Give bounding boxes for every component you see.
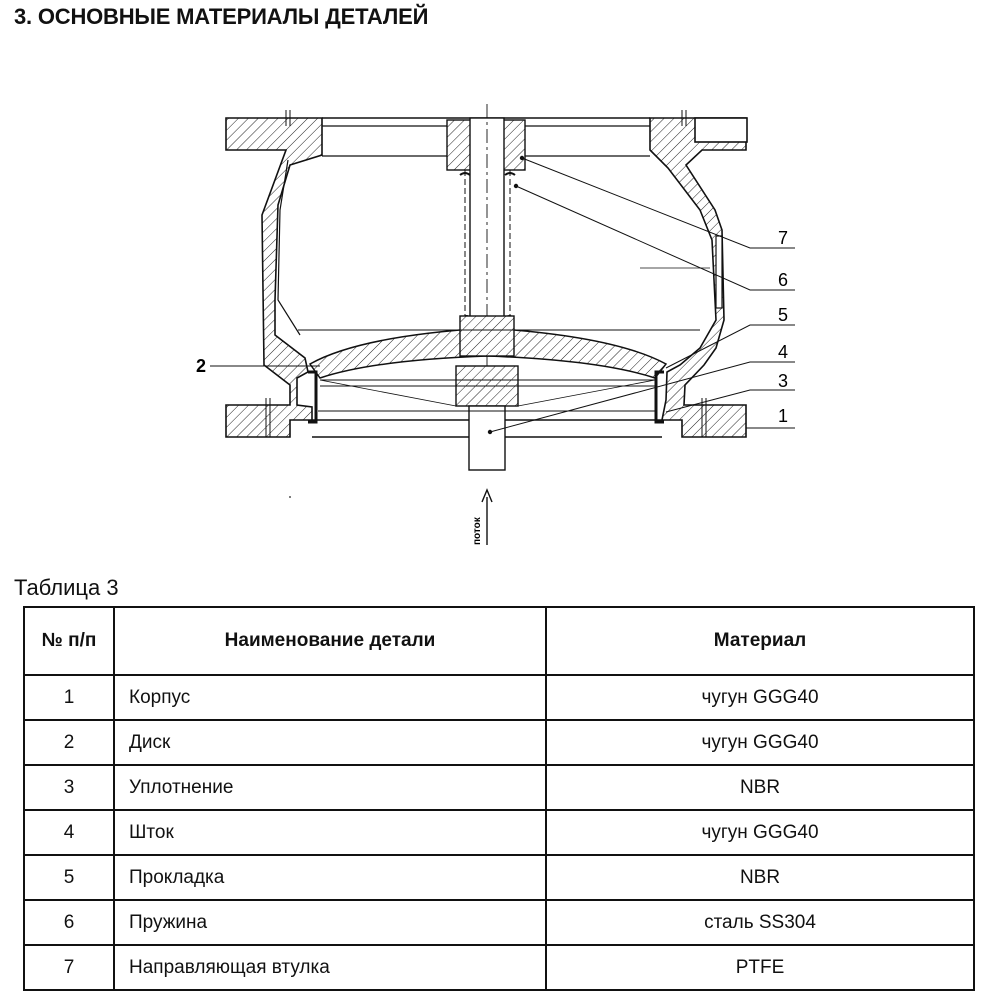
callout-6: 6	[778, 270, 789, 290]
table-row	[24, 900, 974, 945]
cell-num: 3	[24, 765, 114, 810]
table-row	[24, 855, 974, 900]
table-row	[24, 675, 974, 720]
cell-material: сталь SS304	[546, 900, 974, 945]
callout-4: 4	[778, 342, 789, 362]
cell-material: PTFE	[546, 945, 974, 990]
callout-5: 5	[778, 305, 789, 325]
cell-num: 2	[24, 720, 114, 765]
cell-name: Корпус	[114, 675, 546, 720]
parts-materials-table	[23, 606, 975, 991]
callout-3: 3	[778, 371, 789, 391]
cell-material: NBR	[546, 765, 974, 810]
cell-name: Уплотнение	[114, 765, 546, 810]
cell-material: чугун GGG40	[546, 675, 974, 720]
table-row	[24, 720, 974, 765]
body-left-wall	[226, 118, 322, 437]
header-num: № п/п	[24, 607, 114, 675]
cell-material: NBR	[546, 855, 974, 900]
header-material: Материал	[546, 607, 974, 675]
stem	[469, 406, 505, 470]
cell-num: 5	[24, 855, 114, 900]
valve-cross-section-drawing	[0, 80, 1000, 570]
header-name: Наименование детали	[114, 607, 546, 675]
cell-material: чугун GGG40	[546, 810, 974, 855]
cell-name: Шток	[114, 810, 546, 855]
cell-num: 7	[24, 945, 114, 990]
cell-name: Направляющая втулка	[114, 945, 546, 990]
callout-7: 7	[778, 228, 789, 248]
cell-num: 4	[24, 810, 114, 855]
cell-material: чугун GGG40	[546, 720, 974, 765]
callout-1: 1	[778, 406, 789, 426]
cell-name: Прокладка	[114, 855, 546, 900]
cell-name: Диск	[114, 720, 546, 765]
cell-num: 6	[24, 900, 114, 945]
cell-num: 1	[24, 675, 114, 720]
section-heading: 3. ОСНОВНЫЕ МАТЕРИАЛЫ ДЕТАЛЕЙ	[14, 4, 429, 29]
table-caption: Таблица 3	[14, 575, 119, 600]
cell-name: Пружина	[114, 900, 546, 945]
flange-bolt-tab	[695, 118, 747, 142]
body-right-wall	[650, 118, 746, 437]
callout-2: 2	[196, 356, 207, 376]
table-row	[24, 810, 974, 855]
table-row	[24, 945, 974, 990]
table-row	[24, 765, 974, 810]
flow-label: поток	[472, 517, 483, 545]
table-header-row	[24, 607, 974, 675]
